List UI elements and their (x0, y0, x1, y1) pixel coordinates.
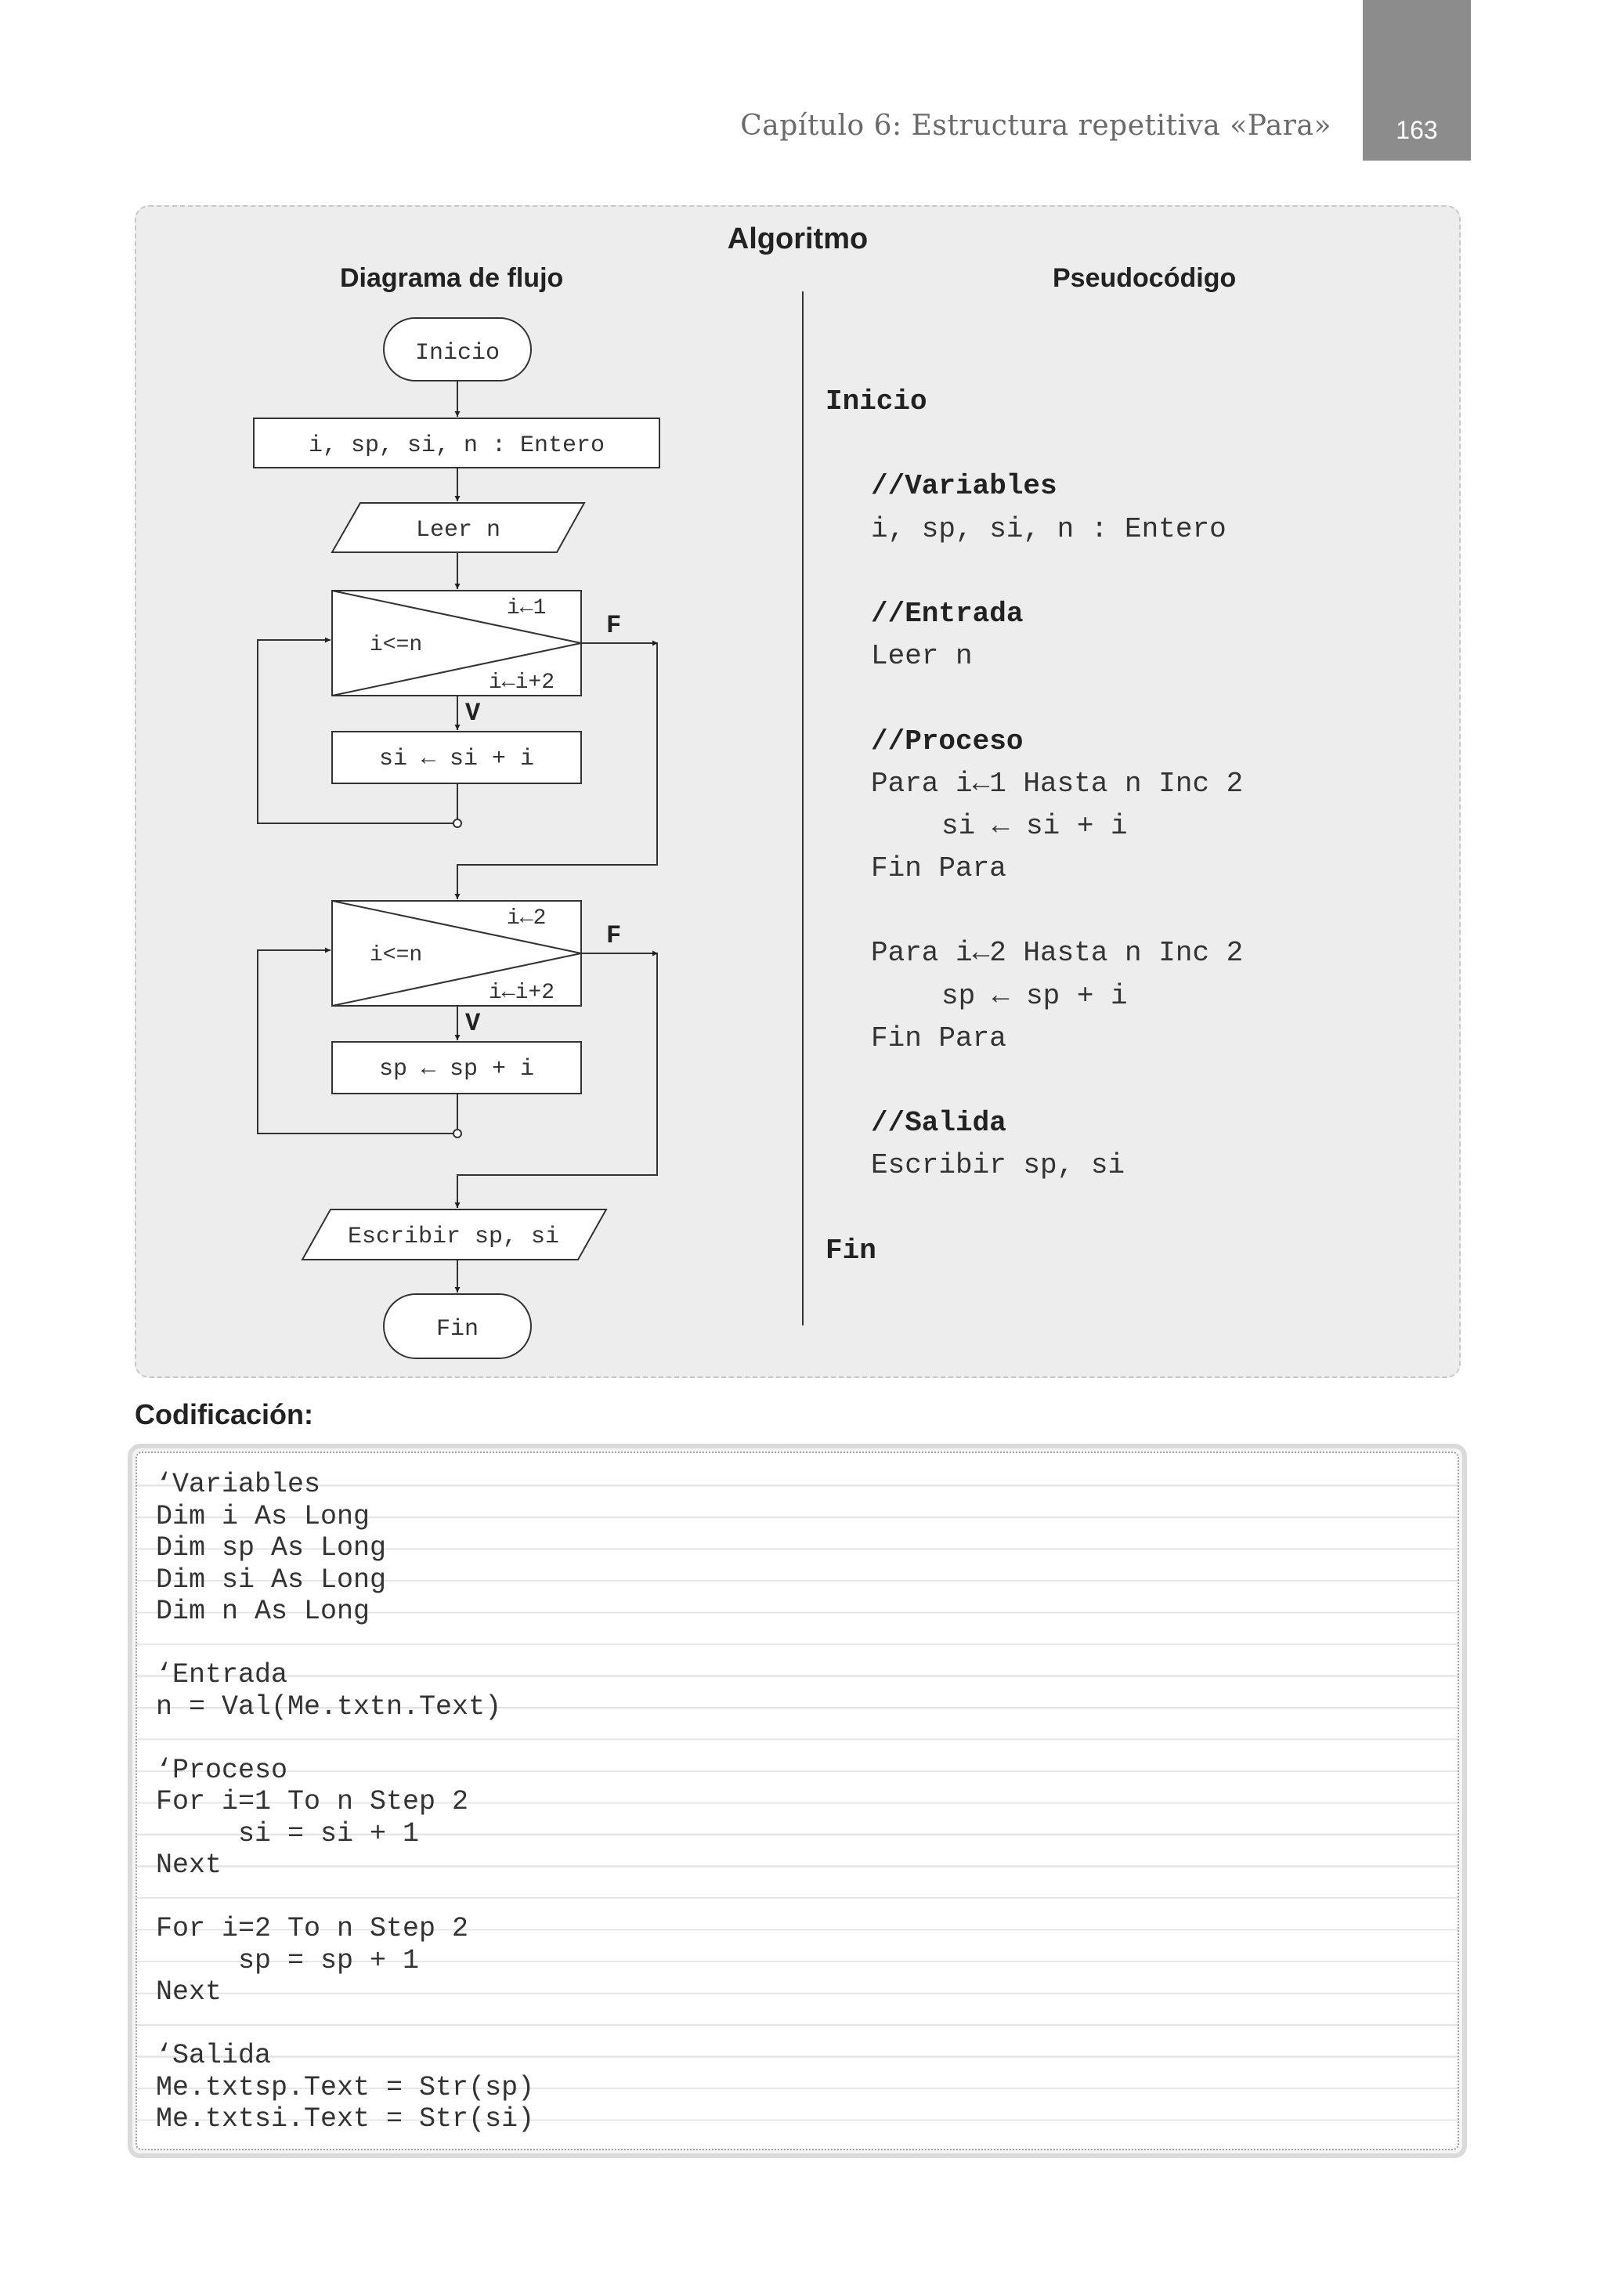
pseudo-input-comment: //Entrada (871, 597, 1024, 630)
flow-loop1-true-label: V (465, 699, 481, 728)
column-divider (802, 291, 804, 1325)
flow-declare-text: i, sp, si, n : Entero (308, 432, 605, 459)
pseudocode-heading: Pseudocódigo (1053, 263, 1237, 293)
flow-loop1-init: i←1 (507, 596, 547, 620)
code-line: n = Val(Me.txtn.Text) (156, 1690, 502, 1723)
flow-loop2-condition: i<=n (370, 943, 423, 967)
code-line (156, 1723, 534, 1755)
flow-loop2-false-label: F (606, 921, 622, 950)
code-line (156, 2009, 534, 2041)
algorithm-title: Algoritmo (727, 222, 869, 255)
chapter-title: Capítulo 6: Estructura repetitiva «Para» (740, 110, 1331, 142)
code-line (156, 1628, 534, 1660)
code-line: Next (156, 1849, 222, 1881)
pseudo-process-comment: //Proceso (871, 725, 1024, 757)
code-line: Dim n As Long (156, 1596, 370, 1627)
code-line: ‘Variables (156, 1469, 321, 1500)
algorithm-panel (135, 205, 1461, 1378)
flow-loop2-true-label: V (465, 1009, 481, 1038)
pseudo-loop2-head: Para i←2 Hasta n Inc 2 (871, 937, 1244, 970)
code-listing-area (135, 1452, 1459, 2150)
page-number: 163 (1396, 116, 1438, 144)
flow-loop1-condition: i<=n (370, 633, 423, 657)
code-line: ‘Entrada (156, 1659, 288, 1690)
pseudocode-block (825, 381, 1243, 1272)
pseudo-var-comment: //Variables (871, 470, 1057, 503)
pseudo-loop2-body: sp ← sp + i (941, 979, 1128, 1012)
flow-loop2-step: i←i+2 (489, 981, 555, 1005)
code-line: ‘Proceso (156, 1754, 288, 1786)
flow-loop2-body-text: sp ← sp + i (378, 1056, 535, 1083)
code-line: For i=1 To n Step 2 (156, 1786, 469, 1817)
flowchart (136, 207, 794, 1379)
code-line: Next (156, 1976, 222, 2008)
code-line: sp = sp + 1 (156, 1944, 420, 1976)
code-line: Dim si As Long (156, 1564, 387, 1596)
code-line: Dim sp As Long (156, 1532, 387, 1564)
code-line: Dim i As Long (156, 1500, 370, 1532)
flow-end-text: Fin (435, 1316, 479, 1343)
flow-input-text: Leer n (415, 517, 501, 544)
code-line: Me.txtsi.Text = Str(si) (156, 2103, 535, 2135)
pseudo-loop1-head: Para i←1 Hasta n Inc 2 (871, 767, 1244, 800)
code-listing-frame (128, 1444, 1467, 2158)
pseudo-output: Escribir sp, si (871, 1149, 1125, 1182)
code-line: ‘Salida (156, 2040, 272, 2071)
pseudo-loop2-end: Fin Para (871, 1021, 1006, 1054)
flow-start-text: Inicio (414, 340, 500, 367)
code-line: Me.txtsp.Text = Str(sp) (156, 2071, 535, 2103)
pseudo-start: Inicio (825, 385, 927, 418)
flowchart-heading: Diagrama de flujo (340, 263, 564, 293)
flow-loop2-init: i←2 (507, 906, 547, 931)
flow-loop1-false-label: F (606, 611, 622, 640)
pseudo-loop1-body: si ← si + i (941, 809, 1128, 842)
code-listing (156, 1469, 534, 2135)
pseudo-loop1-end: Fin Para (871, 852, 1006, 885)
flow-output-text: Escribir sp, si (347, 1224, 560, 1250)
page-number-tab (1363, 0, 1471, 161)
code-line: si = si + 1 (156, 1817, 420, 1849)
code-line: For i=2 To n Step 2 (156, 1913, 469, 1944)
pseudo-input: Leer n (871, 640, 973, 673)
pseudo-end: Fin (825, 1234, 876, 1267)
code-line (156, 1882, 534, 1914)
flow-loop1-step: i←i+2 (489, 671, 555, 695)
coding-heading: Codificación: (135, 1398, 314, 1430)
flow-loop1-body-text: si ← si + i (378, 746, 535, 772)
pseudo-output-comment: //Salida (871, 1107, 1006, 1140)
pseudo-var-decl: i, sp, si, n : Entero (871, 512, 1226, 545)
